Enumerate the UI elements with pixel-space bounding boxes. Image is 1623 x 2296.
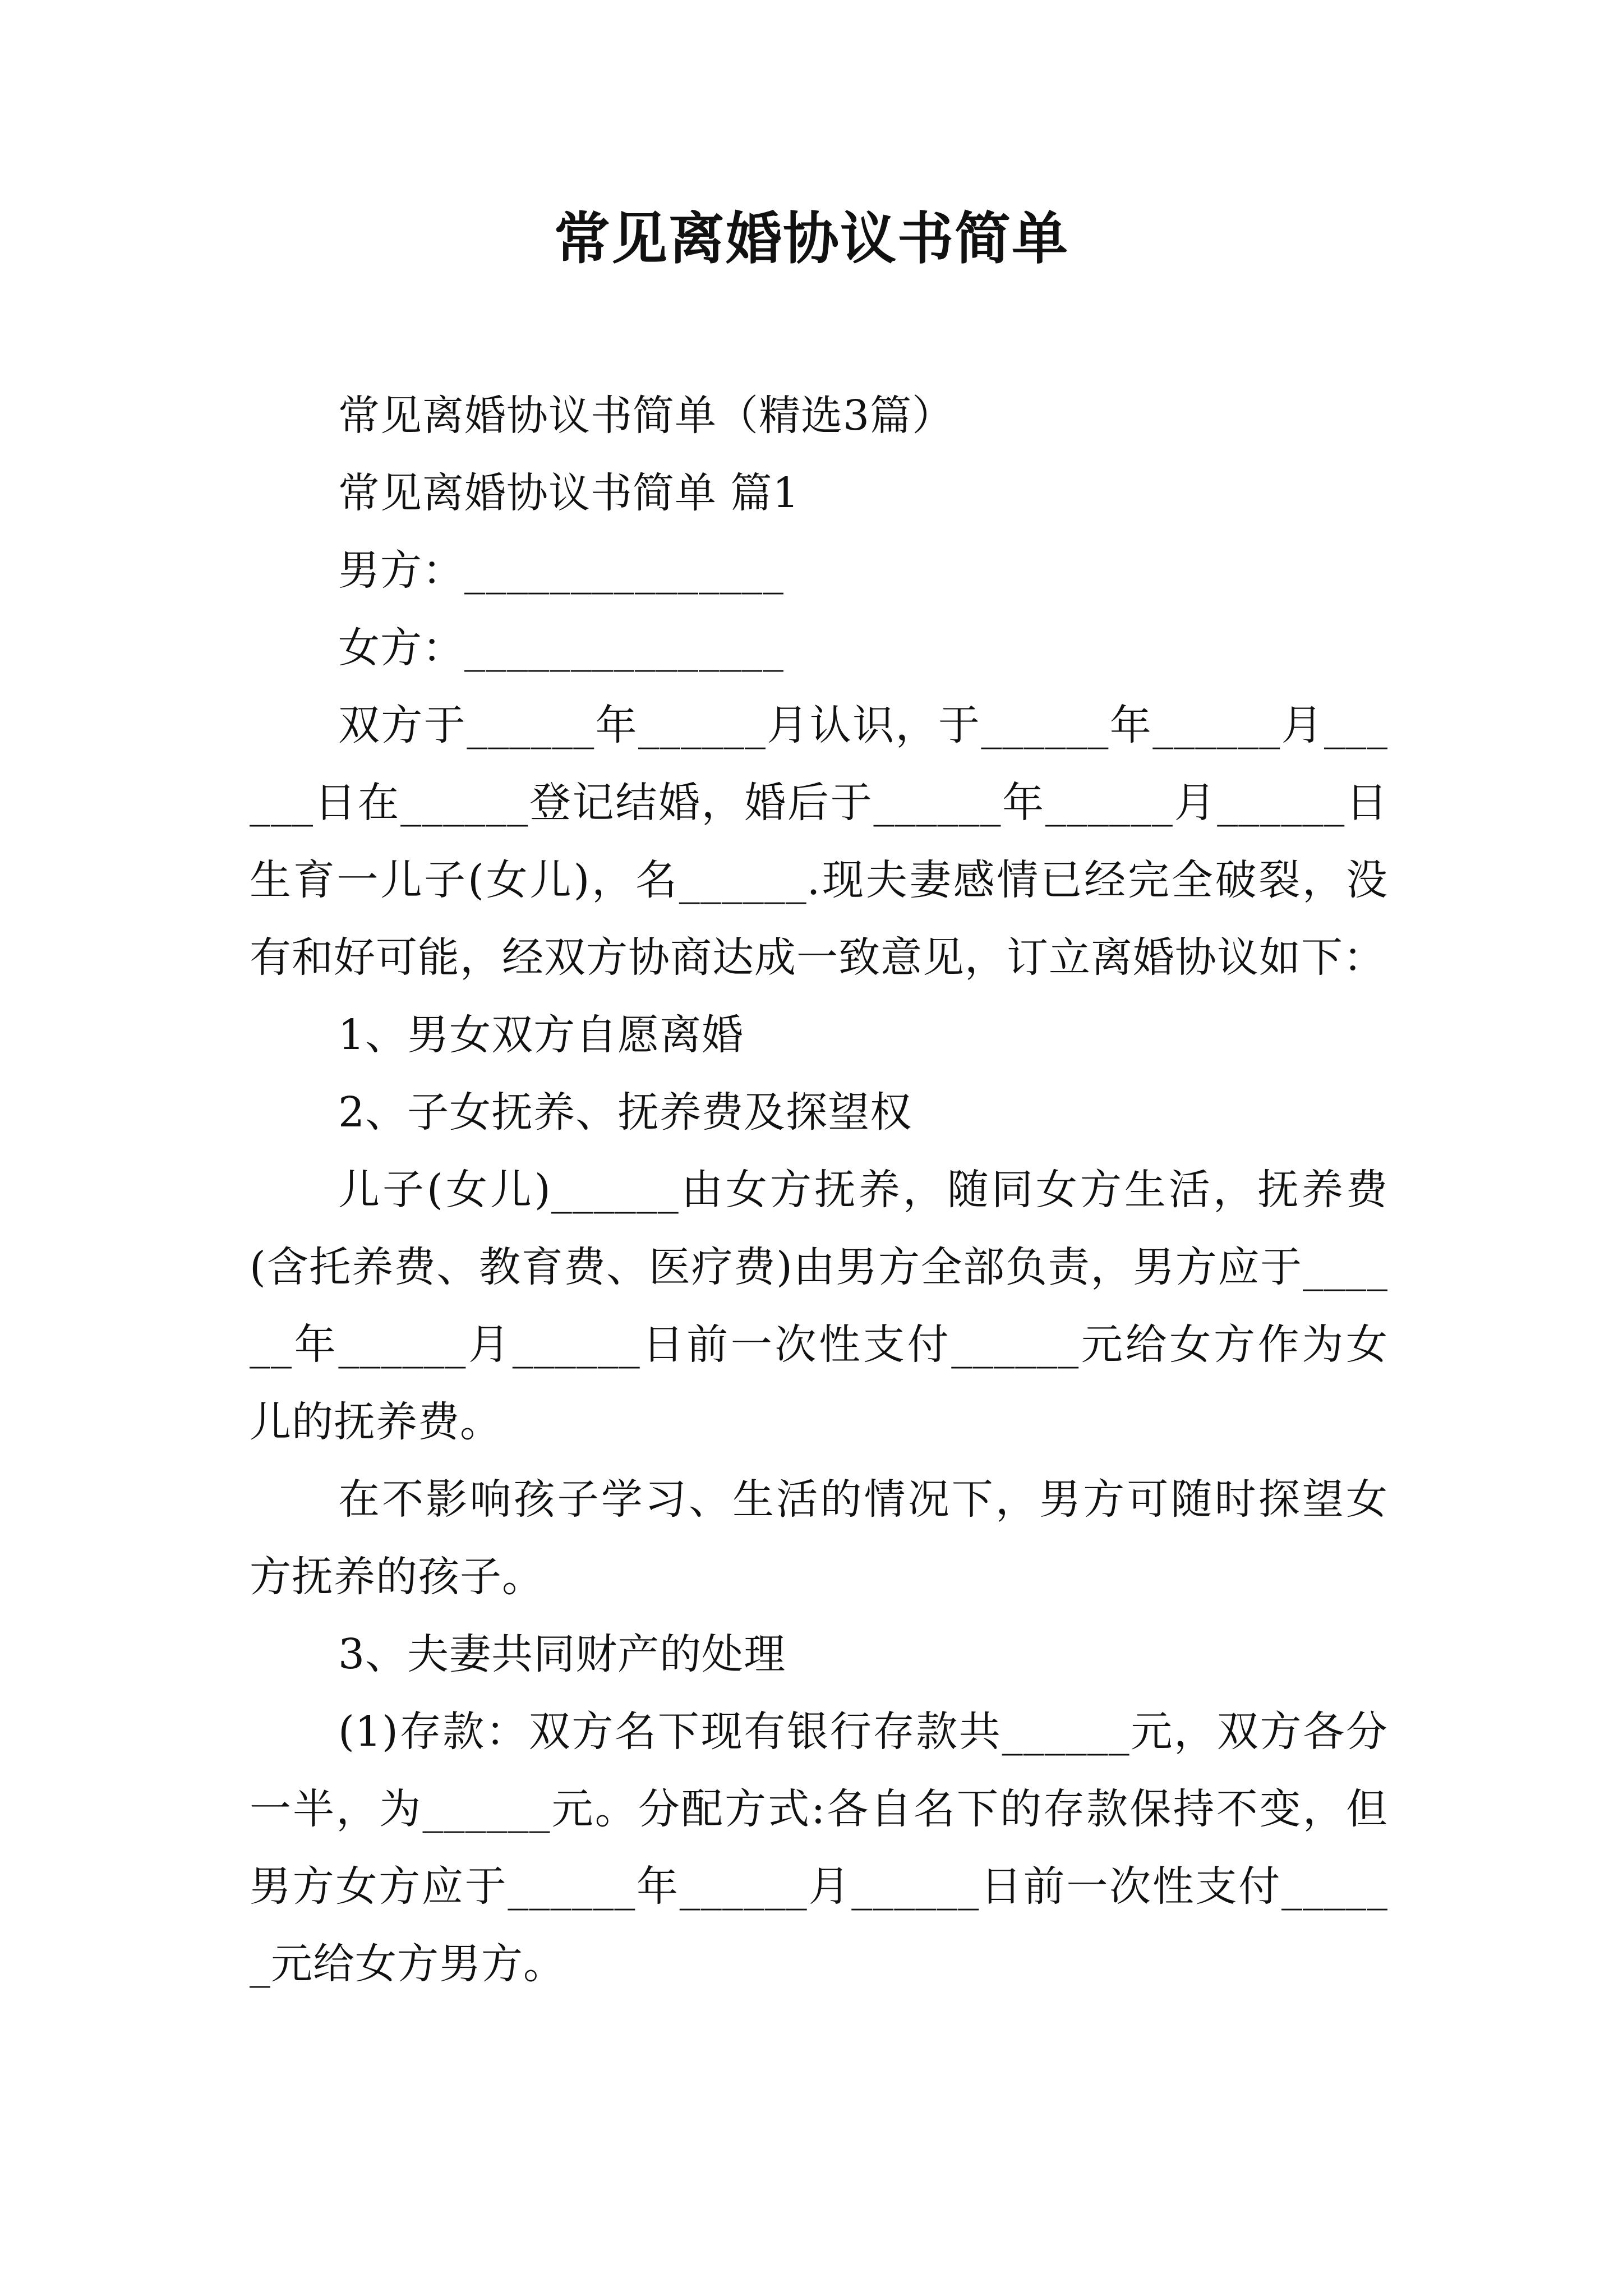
clause-2-heading: 2、子女抚养、抚养费及探望权 [338,1088,912,1137]
visitation-paragraph: 在不影响孩子学习、生活的情况下，男方可随时探望女方抚养的孩子。 [250,1475,1388,1601]
female-party-line: 女方：_______________ [338,624,784,672]
clause-3-heading: 3、夫妻共同财产的处理 [338,1630,786,1678]
clause-1: 1、男女双方自愿离婚 [338,1011,744,1059]
male-party-line: 男方：_______________ [338,546,784,595]
savings-paragraph: (1)存款：双方名下现有银行存款共______元，双方各分一半，为______元。分配方式:各自名下的存款保持不变，但男方女方应于______年______月______日前一次性支付______元给女方男方。 [250,1708,1388,1988]
section-heading: 常见离婚协议书简单 篇1 [338,469,800,517]
custody-paragraph: 儿子(女儿)______由女方抚养，随同女方生活，抚养费(含托养费、教育费、医疗费)由男方全部负责，男方应于______年______月______日前一次性支付______元给女方作为女儿的抚养费。 [250,1166,1388,1446]
subtitle-paragraph: 常见离婚协议书简单（精选3篇） [338,392,955,440]
intro-paragraph: 双方于______年______月认识，于______年______月______日在______登记结婚，婚后于______年______月______日生育一儿子(女儿)，名______.现夫妻感情已经完全破裂，没有和好可能，经双方协商达成一致意见，订立离婚协议如下： [250,701,1388,982]
document-title: 常见离婚协议书简单 [554,205,1069,272]
document-body [250,377,1388,2003]
